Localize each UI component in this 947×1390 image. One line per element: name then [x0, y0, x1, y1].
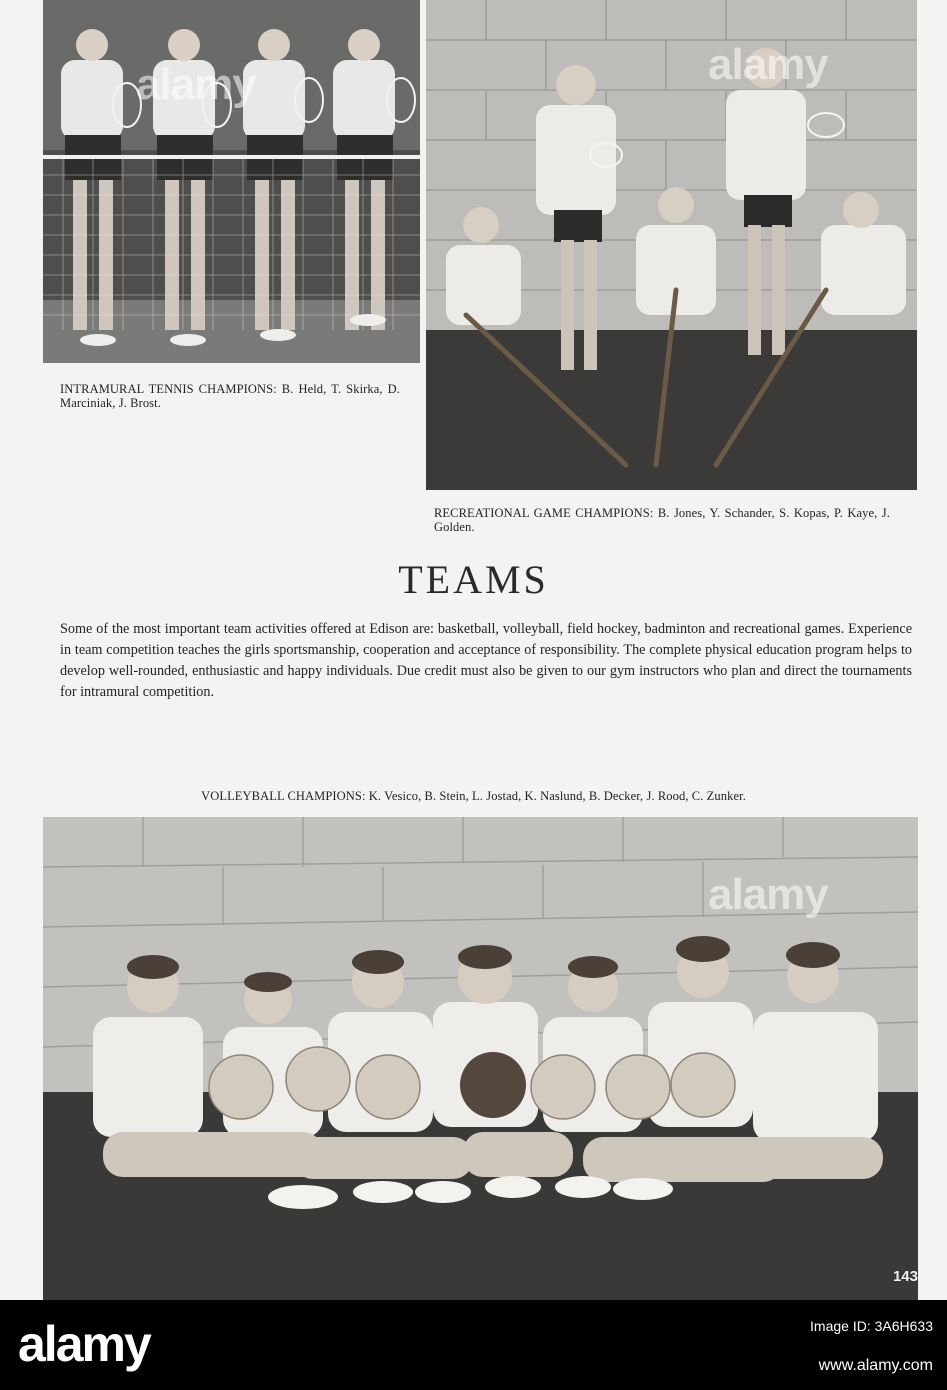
alamy-logo: alamy [18, 1316, 150, 1372]
section-heading: TEAMS [398, 557, 549, 602]
watermark: alamy [708, 40, 828, 89]
body-paragraph: Some of the most important team activities offered at Edison are: basketball, volleyball, field hockey, badminton and recreational games. Experience in team competition teaches the girls sportsmanship, cooperation and acceptance of responsibility. The complete physical education program helps to develop well-rounded, enthusiastic and happy individuals. Due credit must also be given to our gym instructors who plan and direct the tournaments for intramural competition. [60, 621, 912, 700]
footer-url: www.alamy.com [818, 1357, 933, 1374]
footer-meta [693, 1316, 933, 1376]
recreational-game-team-photo [426, 0, 917, 490]
tennis-caption: INTRAMURAL TENNIS CHAMPIONS: B. Held, T. Skirka, D. Marciniak, J. Brost. [60, 382, 400, 410]
recreation-caption: RECREATIONAL GAME CHAMPIONS: B. Jones, Y. Schander, S. Kopas, P. Kaye, J. Golden. [434, 506, 890, 534]
watermark: alamy [136, 60, 256, 109]
image-id: Image ID: 3A6H633 [810, 1318, 933, 1334]
tennis-team-photo [43, 0, 420, 363]
watermark: alamy [708, 870, 828, 919]
volleyball-caption: VOLLEYBALL CHAMPIONS: K. Vesico, B. Stein, L. Jostad, K. Naslund, B. Decker, J. Rood, C. Zunker. [201, 789, 746, 803]
page-number: 143 [892, 1268, 918, 1285]
